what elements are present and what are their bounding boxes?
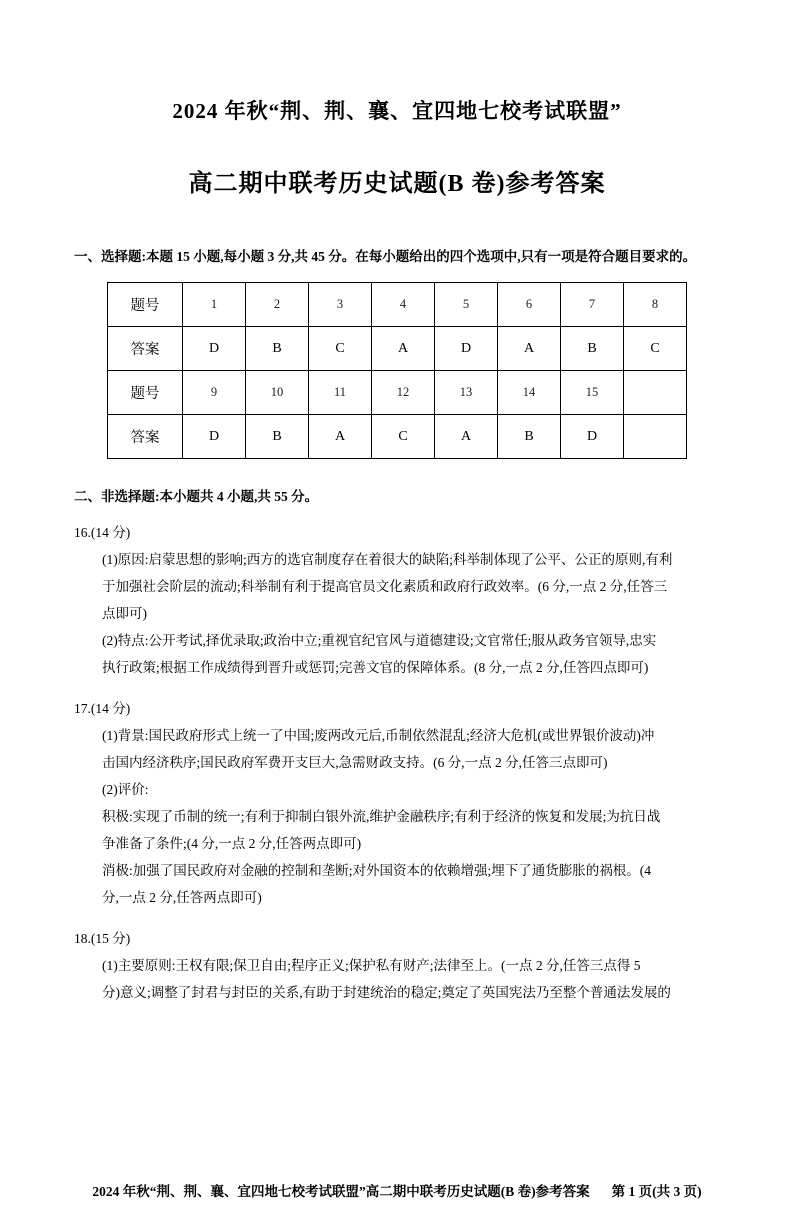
question-number-cell: 8	[624, 283, 687, 327]
answer-line: (1)主要原则:王权有限;保卫自由;程序正义;保护私有财产;法律至上。(一点 2 分,任答三点得 5	[102, 958, 641, 974]
page-title-line2: 高二期中联考历史试题(B 卷)参考答案	[188, 171, 606, 197]
answer-line: 击国内经济秩序;国民政府军费开支巨大,急需财政支持。(6 分,一点 2 分,任答三点即可)	[102, 755, 608, 771]
question-number-cell: 10	[246, 371, 309, 415]
page-footer	[0, 1180, 794, 1200]
answer-line: (2)评价:	[102, 782, 149, 798]
question-block-17	[74, 695, 720, 911]
question-number-cell: 7	[561, 283, 624, 327]
answer-cell: D	[183, 327, 246, 371]
row-label-question: 题号	[108, 371, 183, 415]
row-label-answer: 答案	[108, 415, 183, 459]
section-heading-multiple-choice: 一、选择题:本题 15 小题,每小题 3 分,共 45 分。在每小题给出的四个选项中,只有一项是符合题目要求的。	[74, 249, 697, 264]
question-number: 16.(14 分)	[74, 525, 131, 541]
table-row	[108, 415, 687, 459]
answer-cell: A	[309, 415, 372, 459]
table-row	[108, 371, 687, 415]
answer-cell: B	[246, 327, 309, 371]
answer-cell: A	[435, 415, 498, 459]
answer-key-table	[107, 282, 687, 459]
row-label-question: 题号	[108, 283, 183, 327]
question-number-cell: 14	[498, 371, 561, 415]
answer-line: (1)背景:国民政府形式上统一了中国;废两改元后,币制依然混乱;经济大危机(或世界银价波动)冲	[102, 728, 655, 744]
question-number-cell: 3	[309, 283, 372, 327]
answer-line: 点即可)	[102, 606, 147, 622]
answer-line: 消极:加强了国民政府对金融的控制和垄断;对外国资本的依赖增强;埋下了通货膨胀的祸根。(4	[102, 863, 651, 879]
question-number-cell: 4	[372, 283, 435, 327]
footer-page-number: 第 1 页(共 3 页)	[611, 1184, 702, 1199]
answer-line: 执行政策;根据工作成绩得到晋升或惩罚;完善文官的保障体系。(8 分,一点 2 分,任答四点即可)	[102, 660, 649, 676]
question-number-cell: 9	[183, 371, 246, 415]
table-row	[108, 283, 687, 327]
question-number-cell: 5	[435, 283, 498, 327]
question-number-cell-empty	[624, 371, 687, 415]
table-row	[108, 327, 687, 371]
question-body	[102, 952, 720, 1006]
question-number: 17.(14 分)	[74, 701, 131, 717]
answer-line: (1)原因:启蒙思想的影响;西方的选官制度存在着很大的缺陷;科举制体现了公平、公正的原则,有利	[102, 552, 673, 568]
question-number-cell: 15	[561, 371, 624, 415]
question-number-cell: 2	[246, 283, 309, 327]
page-title-line1: 2024 年秋“荆、荆、襄、宜四地七校考试联盟”	[172, 99, 622, 123]
answer-cell: D	[183, 415, 246, 459]
document-page	[0, 95, 794, 1218]
answer-cell: C	[372, 415, 435, 459]
question-number: 18.(15 分)	[74, 931, 131, 947]
answer-cell: B	[246, 415, 309, 459]
question-number-cell: 6	[498, 283, 561, 327]
answer-line: (2)特点:公开考试,择优录取;政治中立;重视官纪官风与道德建设;文官常任;服从政务官领导,忠实	[102, 633, 657, 649]
answer-cell: B	[561, 327, 624, 371]
answer-cell: C	[309, 327, 372, 371]
question-body	[102, 546, 720, 681]
answer-line: 分,一点 2 分,任答两点即可)	[102, 890, 262, 906]
answer-line: 争准备了条件;(4 分,一点 2 分,任答两点即可)	[102, 836, 362, 852]
question-block-18	[74, 925, 720, 1006]
answer-cell: D	[561, 415, 624, 459]
question-body	[102, 722, 720, 911]
question-number-cell: 11	[309, 371, 372, 415]
question-block-16	[74, 519, 720, 681]
answer-cell: C	[624, 327, 687, 371]
section-heading-essay: 二、非选择题:本小题共 4 小题,共 55 分。	[74, 489, 319, 505]
answer-cell: A	[498, 327, 561, 371]
answer-cell-empty	[624, 415, 687, 459]
answer-line: 分)意义;调整了封君与封臣的关系,有助于封建统治的稳定;奠定了英国宪法乃至整个普通法发展的	[102, 985, 671, 1001]
answer-cell: A	[372, 327, 435, 371]
footer-title: 2024 年秋“荆、荆、襄、宜四地七校考试联盟”高二期中联考历史试题(B 卷)参考答案	[92, 1184, 590, 1199]
question-number-cell: 12	[372, 371, 435, 415]
question-number-cell: 13	[435, 371, 498, 415]
answer-cell: D	[435, 327, 498, 371]
question-number-cell: 1	[183, 283, 246, 327]
answer-table-wrapper	[74, 282, 720, 459]
answer-line: 于加强社会阶层的流动;科举制有利于提高官员文化素质和政府行政效率。(6 分,一点 2 分,任答三	[102, 579, 668, 595]
row-label-answer: 答案	[108, 327, 183, 371]
answer-cell: B	[498, 415, 561, 459]
answer-line: 积极:实现了币制的统一;有利于抑制白银外流,维护金融秩序;有利于经济的恢复和发展;为抗日战	[102, 809, 661, 825]
